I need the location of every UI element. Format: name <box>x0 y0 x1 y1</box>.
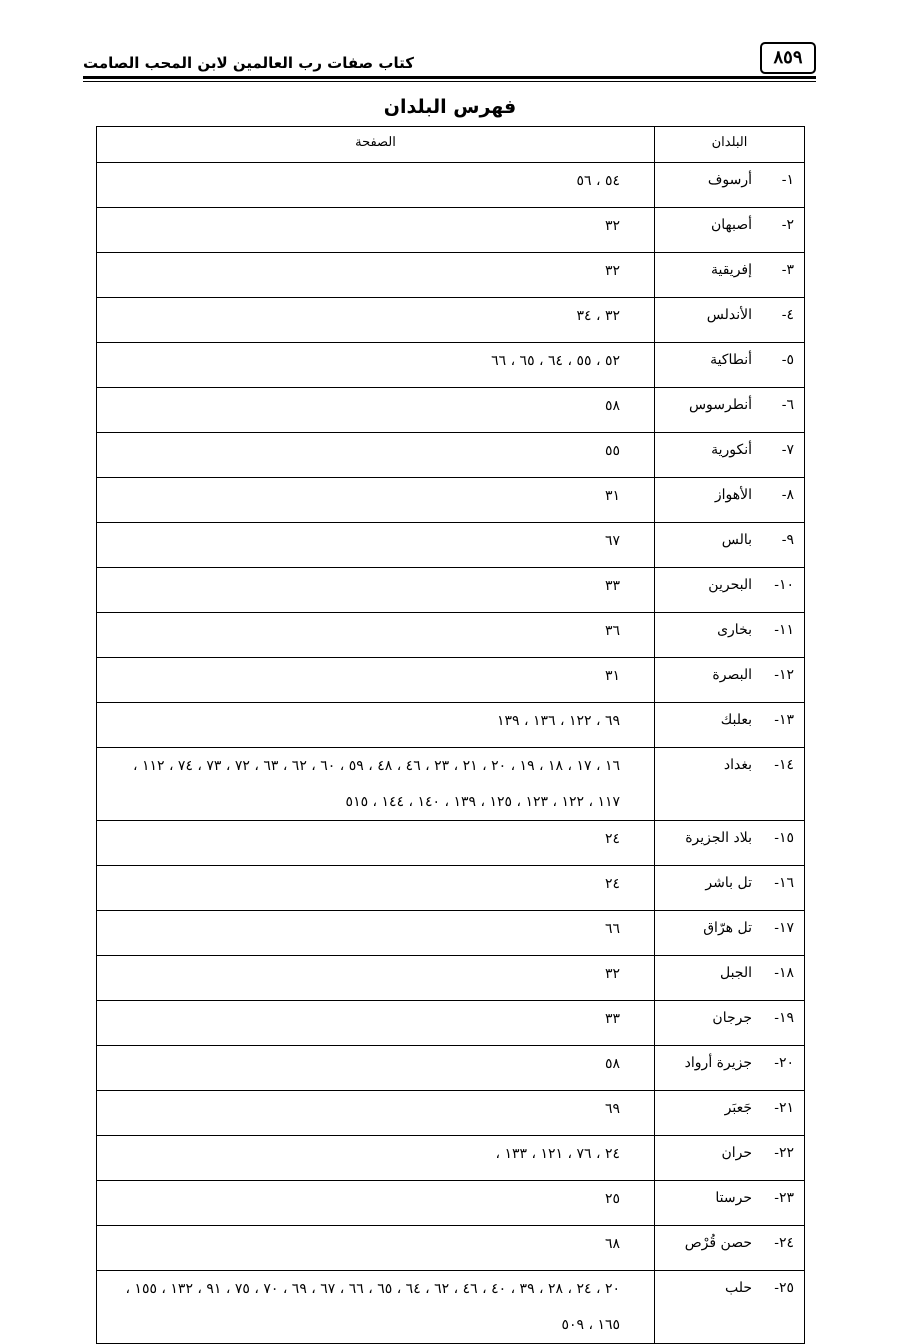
place-cell <box>655 388 805 433</box>
row-number: ١٢- <box>774 667 794 683</box>
page-references: ٣٢ <box>604 966 620 982</box>
pages-cell <box>97 911 655 956</box>
place-cell <box>655 1181 805 1226</box>
row-number: ١- <box>781 172 794 188</box>
place-cell <box>655 523 805 568</box>
row-number: ٩- <box>781 532 794 548</box>
table-row <box>97 658 805 703</box>
page-references: ٢٤ <box>604 831 620 847</box>
pages-cell <box>97 253 655 298</box>
pages-cell <box>97 956 655 1001</box>
table-row <box>97 1136 805 1181</box>
row-number: ٢- <box>781 217 794 233</box>
place-name: بعلبك <box>720 712 752 728</box>
pages-cell <box>97 703 655 748</box>
pages-cell <box>97 1181 655 1226</box>
place-cell <box>655 1136 805 1181</box>
place-name: البحرين <box>708 577 752 593</box>
page-references: ٢٤ <box>604 876 620 892</box>
table-row <box>97 1271 805 1344</box>
page-references: ٣١ <box>604 668 620 684</box>
place-name: أصبهان <box>710 217 752 233</box>
place-name: بلاد الجزيرة <box>685 830 752 846</box>
pages-cell <box>97 1046 655 1091</box>
column-header-pages: الصفحة <box>97 127 655 163</box>
pages-cell <box>97 1091 655 1136</box>
row-number: ٢٢- <box>774 1145 794 1161</box>
table-row <box>97 298 805 343</box>
row-number: ٨- <box>781 487 794 503</box>
book-title: كتاب صفات رب العالمين لابن المحب الصامت <box>83 54 414 72</box>
table-row <box>97 703 805 748</box>
place-cell <box>655 1091 805 1136</box>
row-number: ٢٤- <box>774 1235 794 1251</box>
page-references: ٦٧ <box>604 533 620 549</box>
place-name: إفريقية <box>710 262 752 278</box>
place-name: جزيرة أرواد <box>684 1055 752 1071</box>
table-row <box>97 1181 805 1226</box>
place-cell <box>655 433 805 478</box>
table-row <box>97 568 805 613</box>
place-name: تل هرّاق <box>703 920 752 936</box>
place-cell <box>655 866 805 911</box>
place-cell <box>655 343 805 388</box>
place-name: حران <box>721 1145 752 1161</box>
page-references: ٥٥ <box>604 443 620 459</box>
table-row <box>97 866 805 911</box>
place-cell <box>655 1001 805 1046</box>
place-name: أنطاكية <box>710 352 752 368</box>
place-name: أنطرسوس <box>688 397 752 413</box>
pages-cell <box>97 298 655 343</box>
places-index-table <box>96 126 805 1344</box>
row-number: ١٩- <box>774 1010 794 1026</box>
place-name: بغداد <box>723 757 752 773</box>
table-row <box>97 523 805 568</box>
page-references: ٦٨ <box>604 1236 620 1252</box>
header-rule-thick <box>83 76 816 79</box>
page-references: ٣٣ <box>604 1011 620 1027</box>
header-rule-thin <box>83 81 816 82</box>
page-references: ٣٦ <box>604 623 620 639</box>
row-number: ٢٣- <box>774 1190 794 1206</box>
row-number: ١٦- <box>774 875 794 891</box>
pages-cell <box>97 433 655 478</box>
page-references: ٣٢ ، ٣٤ <box>576 308 620 324</box>
place-cell <box>655 1046 805 1091</box>
place-cell <box>655 208 805 253</box>
pages-cell <box>97 658 655 703</box>
pages-cell <box>97 613 655 658</box>
pages-cell <box>97 523 655 568</box>
place-cell <box>655 748 805 821</box>
place-name: الجبل <box>719 965 752 981</box>
table-body <box>97 163 805 1344</box>
row-number: ١٥- <box>774 830 794 846</box>
place-name: الأندلس <box>706 307 752 323</box>
table-row <box>97 478 805 523</box>
place-cell <box>655 1271 805 1344</box>
page-references: ٢٤ ، ٧٦ ، ١٢١ ، ١٣٣ ، <box>495 1146 620 1162</box>
page-references: ٣٢ <box>604 218 620 234</box>
table-row <box>97 1226 805 1271</box>
table-row <box>97 433 805 478</box>
row-number: ١٣- <box>774 712 794 728</box>
pages-cell <box>97 748 655 821</box>
table-row <box>97 1001 805 1046</box>
page-references: ٢٥ <box>604 1191 620 1207</box>
table-row <box>97 613 805 658</box>
page-references: ٥٢ ، ٥٥ ، ٦٤ ، ٦٥ ، ٦٦ <box>491 353 620 369</box>
table-row <box>97 163 805 208</box>
place-cell <box>655 821 805 866</box>
table-row <box>97 1091 805 1136</box>
page-references: ١٦ ، ١٧ ، ١٨ ، ١٩ ، ٢٠ ، ٢١ ، ٢٣ ، ٤٦ ، ٤٨ ، ٥٩ ، ٦٠ ، ٦٢ ، ٦٣ ، ٧٢ ، ٧٣ ، ٧٤ ، ١١٢ ، ١١٧ ، ١٢٢ ، ١٢٣ ، ١٢٥ ، ١٣٩ ، ١٤٠ ، ١٤٤ ، ٥١٥ <box>132 758 620 810</box>
page-references: ٦٩ ، ١٢٢ ، ١٣٦ ، ١٣٩ <box>497 713 620 729</box>
row-number: ٢١- <box>774 1100 794 1116</box>
place-name: أنكورية <box>711 442 752 458</box>
table-row <box>97 821 805 866</box>
page-references: ٥٨ <box>604 398 620 414</box>
place-cell <box>655 163 805 208</box>
place-cell <box>655 253 805 298</box>
place-name: جَعبَر <box>724 1100 752 1116</box>
page-header <box>83 40 816 80</box>
table-header-row <box>97 127 805 163</box>
place-cell <box>655 568 805 613</box>
pages-cell <box>97 821 655 866</box>
place-name: البصرة <box>712 667 752 683</box>
place-cell <box>655 658 805 703</box>
place-cell <box>655 478 805 523</box>
table-row <box>97 911 805 956</box>
table-row <box>97 748 805 821</box>
pages-cell <box>97 343 655 388</box>
page-number-box: ٨٥٩ <box>760 42 816 74</box>
row-number: ٣- <box>781 262 794 278</box>
row-number: ١١- <box>774 622 794 638</box>
place-cell <box>655 911 805 956</box>
pages-cell <box>97 208 655 253</box>
place-name: بخارى <box>717 622 752 638</box>
place-name: أرسوف <box>707 172 752 188</box>
row-number: ٥- <box>781 352 794 368</box>
page-references: ٦٩ <box>604 1101 620 1117</box>
pages-cell <box>97 866 655 911</box>
place-name: حصن قُرْص <box>684 1235 752 1251</box>
row-number: ١٤- <box>774 757 794 773</box>
page-references: ٦٦ <box>604 921 620 937</box>
row-number: ١٧- <box>774 920 794 936</box>
pages-cell <box>97 1001 655 1046</box>
place-cell <box>655 1226 805 1271</box>
place-name: حلب <box>724 1280 752 1296</box>
pages-cell <box>97 568 655 613</box>
pages-cell <box>97 388 655 433</box>
place-cell <box>655 613 805 658</box>
pages-cell <box>97 1271 655 1344</box>
table-row <box>97 956 805 1001</box>
place-name: تل باشر <box>705 875 752 891</box>
column-header-places: البلدان <box>655 127 805 163</box>
place-name: الأهواز <box>714 487 752 503</box>
place-name: بالس <box>721 532 752 548</box>
row-number: ٢٥- <box>774 1280 794 1296</box>
table-row <box>97 1046 805 1091</box>
page-references: ٣٣ <box>604 578 620 594</box>
page-references: ٣١ <box>604 488 620 504</box>
row-number: ٤- <box>781 307 794 323</box>
pages-cell <box>97 163 655 208</box>
place-cell <box>655 956 805 1001</box>
table-row <box>97 343 805 388</box>
pages-cell <box>97 478 655 523</box>
page-references: ٣٢ <box>604 263 620 279</box>
page-references: ٥٤ ، ٥٦ <box>576 173 620 189</box>
row-number: ٧- <box>781 442 794 458</box>
table-row <box>97 388 805 433</box>
page-references: ٥٨ <box>604 1056 620 1072</box>
pages-cell <box>97 1136 655 1181</box>
place-name: حرستا <box>715 1190 752 1206</box>
table-row <box>97 208 805 253</box>
row-number: ٢٠- <box>774 1055 794 1071</box>
page-references: ٢٠ ، ٢٤ ، ٢٨ ، ٣٩ ، ٤٠ ، ٤٦ ، ٦٢ ، ٦٤ ، ٦٥ ، ٦٦ ، ٦٧ ، ٦٩ ، ٧٠ ، ٧٥ ، ٩١ ، ١٣٢ ، ١٥٥ ، ١٦٥ ، ٥٠٩ <box>125 1281 620 1333</box>
place-name: جرجان <box>712 1010 752 1026</box>
table-row <box>97 253 805 298</box>
pages-cell <box>97 1226 655 1271</box>
place-cell <box>655 298 805 343</box>
row-number: ١٠- <box>774 577 794 593</box>
row-number: ١٨- <box>774 965 794 981</box>
index-title: فهرس البلدان <box>383 96 517 118</box>
place-cell <box>655 703 805 748</box>
row-number: ٦- <box>781 397 794 413</box>
